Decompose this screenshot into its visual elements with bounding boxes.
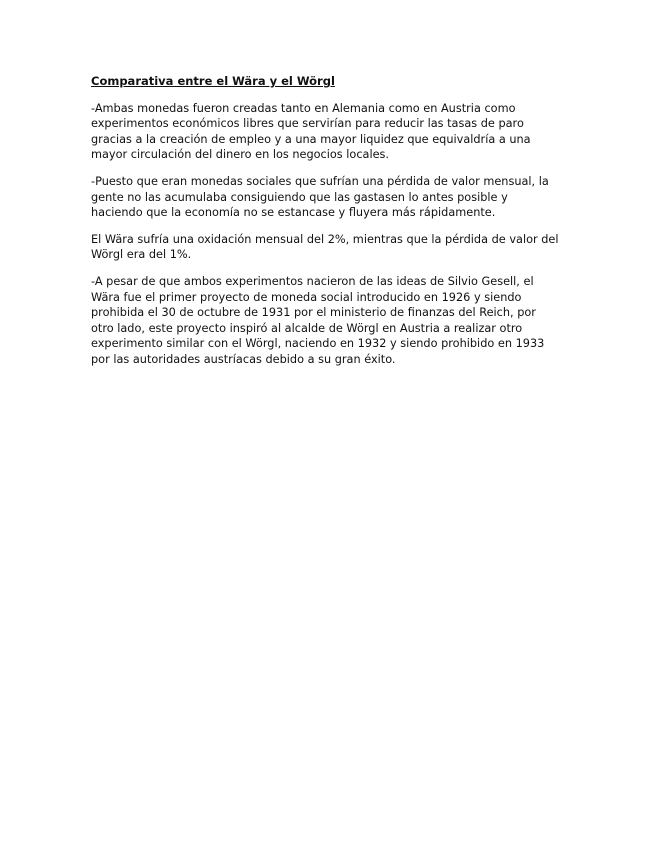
paragraph-silvio-gesell: -A pesar de que ambos experimentos nacieron de las ideas de Silvio Gesell, el Wära fue el primer proyecto de moneda social introducido en 1926 y siendo prohibida el 30 de octubre de 1931 por el ministerio de finanzas del Reich, por otro lado, este proyecto inspiró al alcalde de Wörgl en Austria a realizar otro experimento similar con el Wörgl, naciendo en 1932 y siendo prohibido en 1933 por las autoridades austríacas debido a su gran éxito.	[91, 274, 545, 366]
document-title: Comparativa entre el Wära y el Wörgl	[91, 74, 335, 88]
paragraph-monedas-sociales: -Puesto que eran monedas sociales que sufrían una pérdida de valor mensual, la gente no las acumulaba consiguiendo que las gastasen lo antes posible y haciendo que la economía no se estancase y fluyera más rápidamente.	[91, 174, 549, 220]
document-body	[91, 74, 561, 379]
paragraph-oxidacion: El Wära sufría una oxidación mensual del 2%, mientras que la pérdida de valor del Wörgl era del 1%.	[91, 232, 559, 262]
paragraph-ambas-monedas: -Ambas monedas fueron creadas tanto en Alemania como en Austria como experimentos económicos libres que servirían para reducir las tasas de paro gracias a la creación de empleo y a una mayor liquidez que equivaldría a una mayor circulación del dinero en los negocios locales.	[91, 101, 531, 162]
